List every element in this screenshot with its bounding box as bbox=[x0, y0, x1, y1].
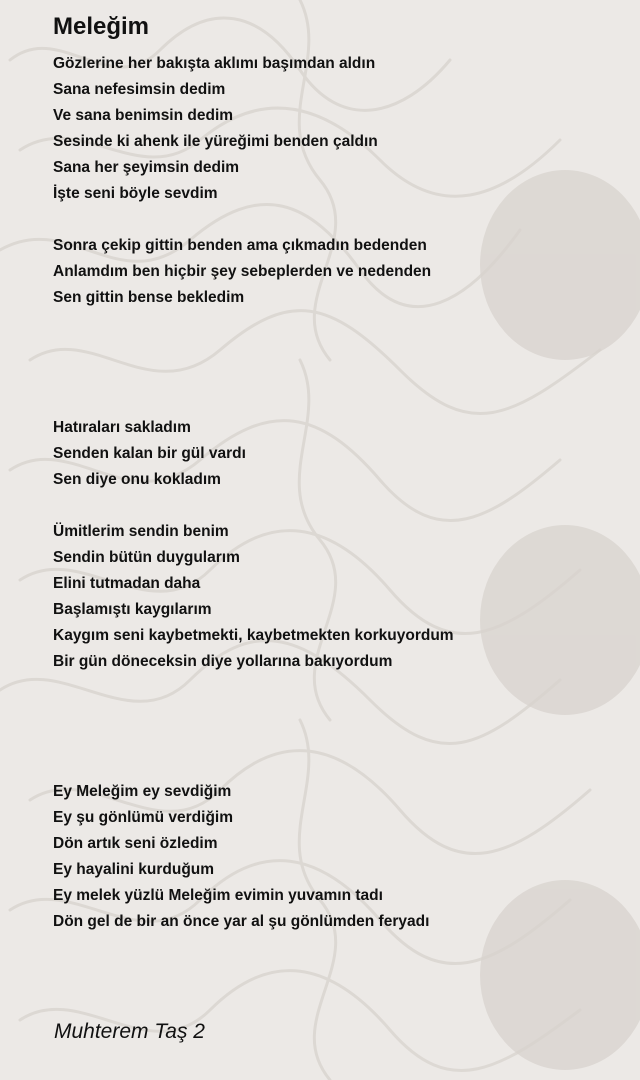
poem-line: Sonra çekip gittin benden ama çıkmadın bedenden bbox=[53, 237, 427, 254]
poem-line: Ümitlerim sendin benim bbox=[53, 523, 229, 540]
poem-line: Sesinde ki ahenk ile yüreğimi benden çaldın bbox=[53, 133, 378, 150]
poem-line: Başlamıştı kaygılarım bbox=[53, 601, 212, 618]
stanza-2 bbox=[53, 233, 613, 311]
poem-line: Ve sana benimsin dedim bbox=[53, 107, 234, 124]
poem-title: Meleğim bbox=[53, 13, 150, 40]
poem-line: Sen gittin bense bekledim bbox=[53, 289, 245, 306]
stanza-3 bbox=[53, 415, 613, 493]
stanza-gap bbox=[53, 675, 613, 779]
poem-line: Elini tutmadan daha bbox=[53, 575, 201, 592]
poem-line: Ey Meleğim ey sevdiğim bbox=[53, 783, 232, 800]
poem-line: Bir gün döneceksin diye yollarına bakıyordum bbox=[53, 653, 393, 670]
poem-line: Ey şu gönlümü verdiğim bbox=[53, 809, 233, 826]
poem-line: Kaygım seni kaybetmekti, kaybetmekten korkuyordum bbox=[53, 627, 454, 644]
poem-body bbox=[53, 51, 613, 935]
poem-line: Anlamdım ben hiçbir şey sebeplerden ve nedenden bbox=[53, 263, 432, 280]
poem-line: İşte seni böyle sevdim bbox=[53, 185, 218, 202]
stanza-4 bbox=[53, 519, 613, 675]
stanza-gap bbox=[53, 207, 613, 233]
poem-line: Dön gel de bir an önce yar al şu gönlümden feryadı bbox=[53, 913, 430, 930]
stanza-gap bbox=[53, 311, 613, 415]
stanza-gap bbox=[53, 493, 613, 519]
stanza-5 bbox=[53, 779, 613, 935]
poem-line: Sana her şeyimsin dedim bbox=[53, 159, 240, 176]
poem-line: Dön artık seni özledim bbox=[53, 835, 218, 852]
poem-line: Senden kalan bir gül vardı bbox=[53, 445, 246, 462]
poem-line: Gözlerine her bakışta aklımı başımdan aldın bbox=[53, 55, 376, 72]
poem-line: Sana nefesimsin dedim bbox=[53, 81, 226, 98]
poem-line: Sendin bütün duygularım bbox=[53, 549, 240, 566]
poem-line: Hatıraları sakladım bbox=[53, 419, 191, 436]
poem-author: Muhterem Taş 2 bbox=[54, 1020, 205, 1043]
stanza-1 bbox=[53, 51, 613, 207]
poem-line: Sen diye onu kokladım bbox=[53, 471, 221, 488]
poem-line: Ey hayalini kurduğum bbox=[53, 861, 215, 878]
poem-line: Ey melek yüzlü Meleğim evimin yuvamın tadı bbox=[53, 887, 383, 904]
